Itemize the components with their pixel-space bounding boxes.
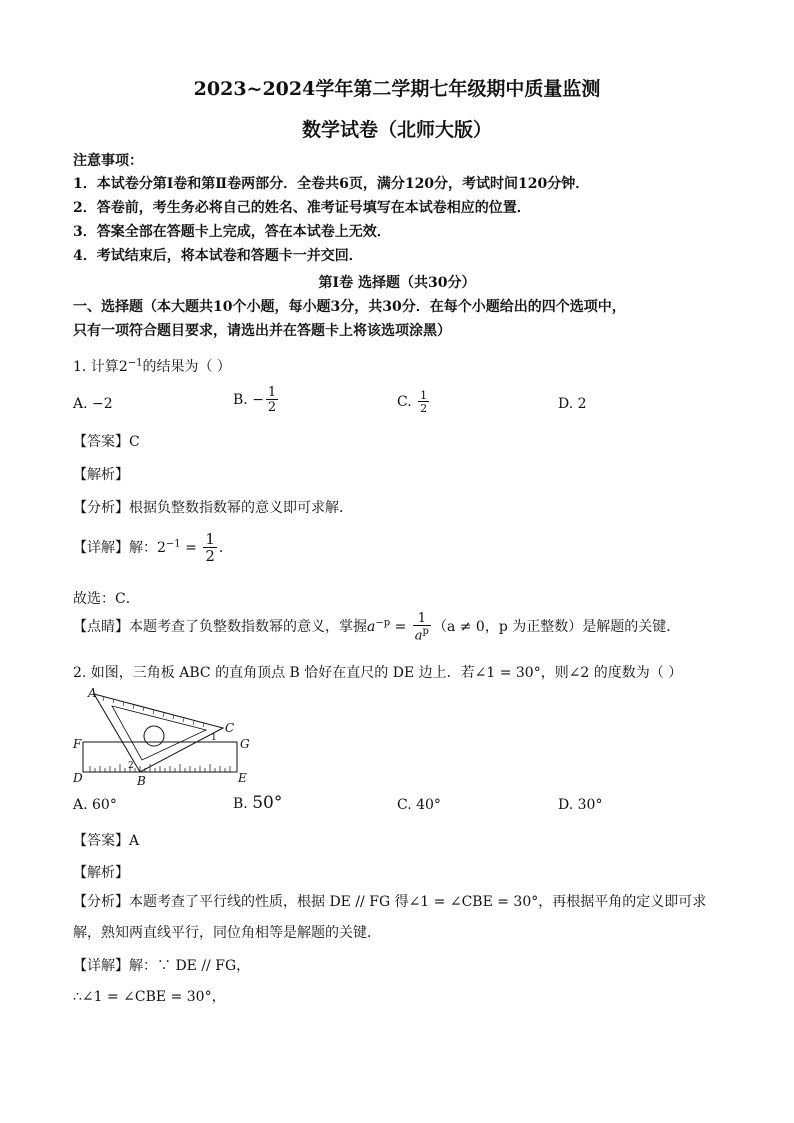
q1-option-b [233, 386, 280, 414]
q1-comment-den-a: a [414, 628, 423, 644]
q1-choose: 故选：C． [73, 591, 140, 607]
q2-fenxi-tag: 【分析】 [73, 894, 129, 910]
q2-fenxi-line-1 [73, 891, 706, 911]
q1-detail-num: 1 [205, 530, 215, 548]
q1-fenxi [73, 497, 353, 517]
q2-detail [73, 955, 250, 975]
q2-step: ∴∠1 = ∠CBE = 30°， [73, 989, 226, 1005]
note-item-3: 3．答案全部在答题卡上完成，答在本试卷上无效． [73, 224, 391, 240]
q1-detail-tag: 【详解】 [73, 540, 129, 556]
q1-detail-eq: = [185, 540, 197, 556]
page-title: 2023~2024学年第二学期七年级期中质量监测 [193, 78, 601, 100]
label-f: F [73, 737, 82, 751]
notes-heading: 注意事项： [73, 153, 143, 169]
q2-figure [70, 686, 270, 786]
q1-answer-tag: 【答案】 [73, 434, 129, 450]
label-e: E [238, 771, 247, 785]
q1-answer-value: C [129, 434, 140, 450]
q1-comment-pre: 本题考查了负整数指数幂的意义，掌握 [129, 619, 367, 636]
triangle-ticks [103, 697, 204, 727]
q1-option-c-den: 2 [420, 402, 428, 415]
q2-fenxi-line-2: 解，熟知两直线平行，同位角相等是解题的关键． [73, 925, 381, 941]
label-angle-2: 2 [128, 761, 134, 771]
label-a: A [88, 686, 97, 700]
section-instruction-1: 一、选择题（本大题共10个小题，每小题3分，共30分．在每个小题给出的四个选项中， [73, 299, 626, 315]
q2-option-d: D. 30° [558, 797, 603, 813]
q2-answer [73, 830, 139, 850]
q1-stem-post: 的结果为（ ） [142, 359, 231, 375]
triangle-inner [112, 706, 206, 760]
q1-comment-den-p: p [422, 626, 429, 637]
q1-option-b-den: 2 [267, 400, 277, 415]
note-item-2: 2．答卷前，考生务必将自己的姓名、准考证号填写在本试卷相应的位置． [73, 200, 531, 216]
label-c: C [225, 721, 235, 735]
q1-option-c-num: 1 [420, 389, 428, 402]
q1-analysis-tag: 【解析】 [73, 467, 129, 483]
q2-fenxi-text-1: 本题考查了平行线的性质，根据 DE // FG 得∠1 = ∠CBE = 30°，再根据平角的定义即可求 [129, 894, 707, 910]
q1-comment-a: a [367, 619, 376, 636]
q1-option-b-num: 1 [267, 385, 277, 400]
note-item-4: 4．考试结束后，将本试卷和答题卡一并交回． [73, 248, 363, 264]
q2-option-c: C. 40° [397, 797, 441, 813]
q1-detail [73, 532, 233, 564]
q2-option-b [233, 793, 282, 813]
q1-comment [73, 612, 680, 642]
q1-base: 2 [118, 359, 128, 375]
q1-comment-mid: （a ≠ 0，p 为正整数）是解题的关键． [432, 619, 681, 636]
label-d: D [73, 771, 83, 785]
q2-option-b-label: B. [233, 796, 248, 812]
q1-fenxi-text: 根据负整数指数幂的意义即可求解． [129, 500, 353, 516]
q2-detail-text: 解：∵ DE // FG， [129, 958, 251, 974]
q1-option-a: A. −2 [73, 396, 113, 412]
q2-option-b-value: 50° [252, 793, 283, 813]
section-instruction-2: 只有一项符合题目要求，请选出并在答题卡上将该选项涂黑） [73, 323, 451, 339]
q1-detail-end: ． [218, 540, 233, 556]
q1-stem-pre: 1. 计算 [73, 359, 119, 375]
triangle-abc [94, 694, 223, 772]
q1-comment-exp: −p [375, 617, 391, 629]
q1-detail-base: 解：2 [129, 540, 166, 556]
q1-answer [73, 431, 140, 451]
q2-stem: 2. 如图，三角板 ABC 的直角顶点 B 恰好在直尺的 DE 边上．若∠1 = 30°，则∠2 的度数为（ ） [73, 665, 683, 681]
page-subtitle: 数学试卷（北师大版） [301, 119, 492, 141]
section-title: 第Ⅰ卷 选择题（共30分） [318, 275, 476, 291]
q2-analysis-tag: 【解析】 [73, 865, 129, 881]
q1-option-d: D. 2 [558, 396, 587, 412]
label-b: B [137, 774, 146, 786]
q1-option-b-label: B. − [233, 392, 264, 408]
q1-option-c-label: C. [397, 394, 412, 410]
q1-exp: −1 [127, 357, 143, 369]
ruler-ticks [90, 764, 230, 772]
q2-answer-value: A [129, 833, 140, 849]
triangle-hole [144, 726, 164, 746]
q1-comment-eq: = [394, 619, 407, 636]
label-angle-1: 1 [211, 733, 217, 743]
q2-option-a: A. 60° [73, 797, 117, 813]
q1-fenxi-tag: 【分析】 [73, 500, 129, 516]
q1-option-c [397, 390, 431, 414]
q2-detail-tag: 【详解】 [73, 958, 129, 974]
note-item-1: 1．本试卷分第Ⅰ卷和第Ⅱ卷两部分．全卷共6页，满分120分，考试时间120分钟． [73, 176, 590, 192]
q1-comment-num: 1 [417, 611, 426, 626]
label-g: G [240, 737, 250, 751]
q1-comment-tag: 【点睛】 [73, 619, 129, 636]
q2-answer-tag: 【答案】 [73, 833, 129, 849]
q1-detail-exp: −1 [165, 538, 181, 550]
q1-stem [73, 356, 231, 376]
q1-detail-den: 2 [205, 547, 215, 565]
